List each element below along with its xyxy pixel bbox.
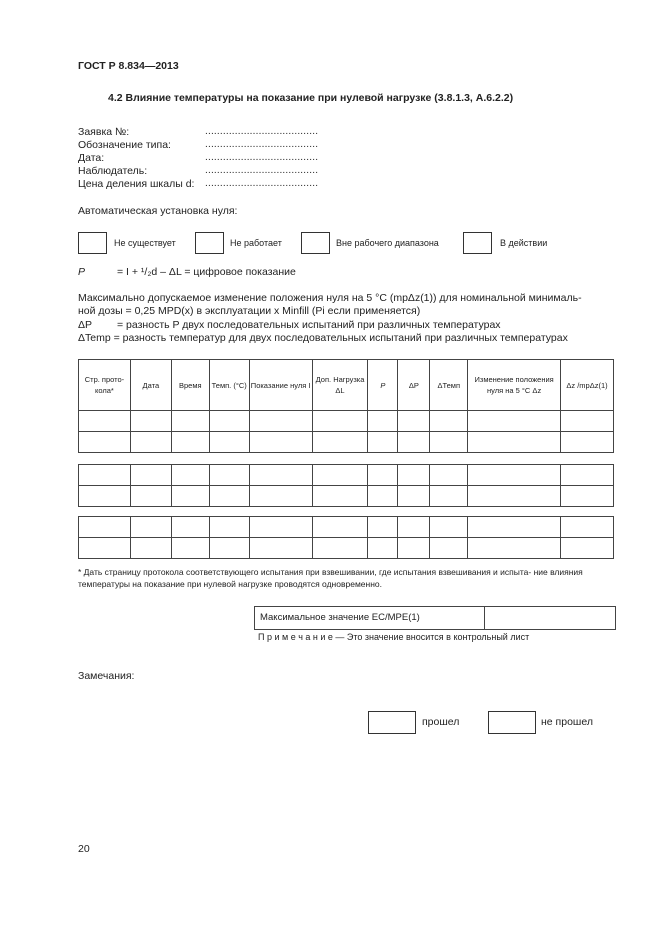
option-not-working: Не работает: [230, 238, 282, 248]
page-number: 20: [78, 843, 90, 855]
col-header-date: Дата: [130, 360, 171, 411]
field-blank-type[interactable]: ......................................: [205, 139, 319, 150]
desc-dp-key: ΔP: [78, 319, 93, 331]
temperature-table-3: [78, 516, 614, 559]
note: [258, 632, 529, 642]
field-label-scale-division: Цена деления шкалы d:: [78, 178, 195, 190]
temperature-table-1: [78, 359, 614, 453]
field-label-application: Заявка №:: [78, 126, 130, 138]
col-header-temp: Темп. (°С): [209, 360, 249, 411]
table-row[interactable]: [79, 538, 614, 559]
table-row[interactable]: [79, 411, 614, 432]
col-header-add-load: Доп. Нагрузка ΔL: [312, 360, 368, 411]
field-blank-application[interactable]: ......................................: [205, 126, 319, 137]
col-header-zero-change: Изменение положения нуля на 5 °С Δz: [468, 360, 561, 411]
field-blank-date[interactable]: ......................................: [205, 152, 319, 163]
formula-rhs: = I + ¹/₂d – ΔL = цифровое показание: [117, 266, 296, 278]
table-row[interactable]: [79, 465, 614, 486]
col-header-page: Стр. прото- кола*: [79, 360, 131, 411]
label-failed: не прошел: [541, 716, 593, 728]
checkbox-out-of-range[interactable]: [301, 232, 330, 254]
table-row[interactable]: [79, 486, 614, 507]
formula-lhs: P: [78, 266, 86, 278]
table-row[interactable]: [79, 432, 614, 453]
checkbox-not-working[interactable]: [195, 232, 224, 254]
note-text: — Это значение вносится в контрольный лист: [332, 632, 530, 642]
desc-dtemp-line: ΔTemp = разность температур для двух последовательных испытаний при различных температурах: [78, 332, 568, 344]
table-row[interactable]: [79, 517, 614, 538]
section-title: 4.2 Влияние температуры на показание при нулевой нагрузке (3.8.1.3, А.6.2.2): [108, 92, 514, 104]
document-id: ГОСТ Р 8.834—2013: [78, 60, 179, 72]
table-header-row: [79, 360, 614, 411]
field-blank-scale-division[interactable]: ......................................: [205, 178, 319, 189]
zero-setting-label: Автоматическая установка нуля:: [78, 205, 238, 217]
checkbox-not-exist[interactable]: [78, 232, 107, 254]
field-label-observer: Наблюдатель:: [78, 165, 148, 177]
col-header-ratio: Δz /mpΔz(1): [561, 360, 614, 411]
col-header-time: Время: [171, 360, 209, 411]
col-header-p: P: [368, 360, 398, 411]
option-out-of-range: Вне рабочего диапазона: [336, 238, 439, 248]
max-value-box: [254, 606, 616, 630]
col-header-zero-reading: Показание нуля I: [249, 360, 312, 411]
checkbox-passed[interactable]: [368, 711, 416, 734]
max-value-label: Максимальное значение EC/MPE(1): [260, 612, 420, 623]
desc-line-2: ной дозы = 0,25 MPD(x) в эксплуатации x Minfill (Pi если применяется): [78, 305, 421, 317]
max-value-input[interactable]: [486, 607, 614, 629]
col-header-dp: ΔP: [398, 360, 430, 411]
remarks-label: Замечания:: [78, 670, 135, 682]
desc-line-1: Максимально допускаемое изменение положения нуля на 5 °С (mpΔz(1)) для номинальной минималь-: [78, 292, 582, 304]
option-in-operation: В действии: [500, 238, 548, 248]
field-label-type: Обозначение типа:: [78, 139, 171, 151]
checkbox-in-operation[interactable]: [463, 232, 492, 254]
table-footnote: * Дать страницу протокола соответствующего испытания при взвешивании, где испытания взвешивания и испыта- ние влияния температуры на показание при нулевой нагрузке проводятся одновременно.: [78, 567, 583, 589]
note-key: П р и м е ч а н и е: [258, 632, 333, 642]
label-passed: прошел: [422, 716, 460, 728]
desc-dp-value: = разность P двух последовательных испытаний при различных температурах: [117, 319, 501, 331]
checkbox-failed[interactable]: [488, 711, 536, 734]
col-header-dtemp: ΔТемп: [430, 360, 468, 411]
option-not-exist: Не существует: [114, 238, 176, 248]
temperature-table-2: [78, 464, 614, 507]
field-label-date: Дата:: [78, 152, 105, 164]
field-blank-observer[interactable]: ......................................: [205, 165, 319, 176]
